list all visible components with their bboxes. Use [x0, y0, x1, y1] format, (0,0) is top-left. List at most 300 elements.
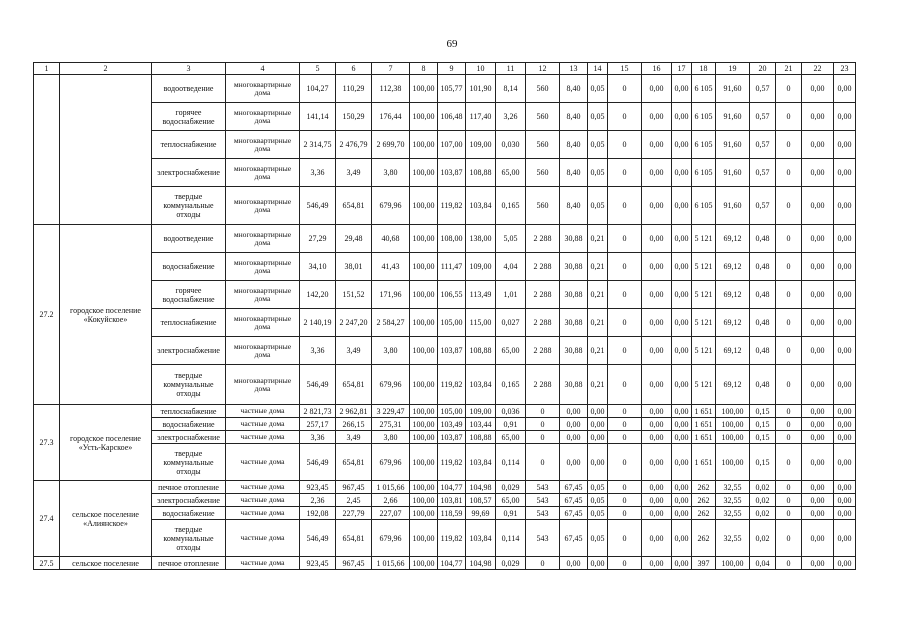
value-cell: 546,49 — [300, 444, 336, 481]
value-cell: 104,77 — [438, 481, 466, 494]
consumer-category-cell: частные дома — [226, 494, 300, 507]
value-cell: 0,00 — [588, 405, 608, 418]
value-cell: 0,05 — [588, 507, 608, 520]
value-cell: 0 — [526, 431, 560, 444]
value-cell: 104,77 — [438, 557, 466, 570]
value-cell: 104,27 — [300, 75, 336, 103]
value-cell: 0,00 — [642, 494, 672, 507]
value-cell: 2 288 — [526, 365, 560, 405]
value-cell: 543 — [526, 481, 560, 494]
value-cell: 0,00 — [560, 405, 588, 418]
consumer-category-cell: многоквартирные дома — [226, 337, 300, 365]
value-cell: 103,87 — [438, 159, 466, 187]
group-number-cell: 27.2 — [34, 225, 60, 405]
table-row — [34, 309, 856, 337]
value-cell: 142,20 — [300, 281, 336, 309]
value-cell: 1 015,66 — [372, 557, 410, 570]
column-number-header: 5 — [300, 63, 336, 75]
value-cell: 0,00 — [802, 494, 834, 507]
service-type-cell: горячее водоснабжение — [152, 281, 226, 309]
value-cell: 0 — [608, 75, 642, 103]
value-cell: 100,00 — [410, 225, 438, 253]
value-cell: 654,81 — [336, 365, 372, 405]
value-cell: 105,00 — [438, 405, 466, 418]
column-number-header: 4 — [226, 63, 300, 75]
table-row — [34, 405, 856, 418]
value-cell: 0,00 — [834, 481, 856, 494]
value-cell: 0,00 — [834, 187, 856, 225]
value-cell: 0,57 — [750, 159, 776, 187]
value-cell: 967,45 — [336, 481, 372, 494]
value-cell: 0,00 — [834, 431, 856, 444]
value-cell: 0 — [526, 405, 560, 418]
value-cell: 100,00 — [410, 337, 438, 365]
value-cell: 0,00 — [834, 557, 856, 570]
value-cell: 8,14 — [496, 75, 526, 103]
value-cell: 103,87 — [438, 431, 466, 444]
value-cell: 0,05 — [588, 520, 608, 557]
value-cell: 100,00 — [410, 131, 438, 159]
table-row — [34, 365, 856, 405]
value-cell: 5 121 — [692, 281, 716, 309]
value-cell: 2 476,79 — [336, 131, 372, 159]
value-cell: 100,00 — [410, 253, 438, 281]
value-cell: 0 — [776, 75, 802, 103]
value-cell: 108,88 — [466, 431, 496, 444]
value-cell: 6 105 — [692, 75, 716, 103]
value-cell: 2,36 — [300, 494, 336, 507]
value-cell: 0,00 — [834, 365, 856, 405]
value-cell: 101,90 — [466, 75, 496, 103]
column-number-header: 18 — [692, 63, 716, 75]
value-cell: 923,45 — [300, 557, 336, 570]
value-cell: 0,05 — [588, 131, 608, 159]
value-cell: 0,114 — [496, 444, 526, 481]
value-cell: 111,47 — [438, 253, 466, 281]
value-cell: 0 — [608, 431, 642, 444]
value-cell: 0,00 — [642, 444, 672, 481]
value-cell: 0,00 — [834, 520, 856, 557]
value-cell: 109,00 — [466, 131, 496, 159]
value-cell: 103,84 — [466, 365, 496, 405]
value-cell: 0 — [608, 405, 642, 418]
value-cell: 0,00 — [672, 481, 692, 494]
value-cell: 0,00 — [834, 309, 856, 337]
value-cell: 0,05 — [588, 103, 608, 131]
consumer-category-cell: частные дома — [226, 418, 300, 431]
value-cell: 0 — [776, 418, 802, 431]
value-cell: 0,15 — [750, 405, 776, 418]
value-cell: 100,00 — [410, 309, 438, 337]
value-cell: 0,00 — [802, 225, 834, 253]
value-cell: 0,00 — [802, 507, 834, 520]
value-cell: 106,55 — [438, 281, 466, 309]
value-cell: 0,00 — [672, 444, 692, 481]
value-cell: 100,00 — [410, 444, 438, 481]
value-cell: 0 — [608, 444, 642, 481]
value-cell: 0,00 — [802, 431, 834, 444]
value-cell: 0,05 — [588, 481, 608, 494]
value-cell: 1 651 — [692, 405, 716, 418]
column-number-header: 19 — [716, 63, 750, 75]
value-cell: 0 — [608, 309, 642, 337]
value-cell: 0,00 — [802, 520, 834, 557]
table-row — [34, 187, 856, 225]
value-cell: 275,31 — [372, 418, 410, 431]
consumer-category-cell: многоквартирные дома — [226, 225, 300, 253]
value-cell: 0,05 — [588, 494, 608, 507]
service-type-cell: водоснабжение — [152, 253, 226, 281]
value-cell: 2,45 — [336, 494, 372, 507]
service-type-cell: твердые коммунальные отходы — [152, 444, 226, 481]
value-cell: 0,00 — [642, 253, 672, 281]
value-cell: 100,00 — [716, 405, 750, 418]
value-cell: 2 247,20 — [336, 309, 372, 337]
value-cell: 560 — [526, 159, 560, 187]
value-cell: 679,96 — [372, 520, 410, 557]
value-cell: 0,00 — [672, 520, 692, 557]
value-cell: 0,00 — [642, 365, 672, 405]
value-cell: 67,45 — [560, 481, 588, 494]
value-cell: 0 — [608, 253, 642, 281]
value-cell: 0,00 — [642, 520, 672, 557]
value-cell: 5,05 — [496, 225, 526, 253]
value-cell: 6 105 — [692, 103, 716, 131]
value-cell: 119,82 — [438, 444, 466, 481]
column-number-row — [34, 63, 856, 75]
column-number-header: 11 — [496, 63, 526, 75]
value-cell: 0,00 — [672, 431, 692, 444]
service-type-cell: водоснабжение — [152, 507, 226, 520]
value-cell: 113,49 — [466, 281, 496, 309]
value-cell: 2 140,19 — [300, 309, 336, 337]
value-cell: 0 — [608, 225, 642, 253]
value-cell: 0,00 — [642, 131, 672, 159]
value-cell: 65,00 — [496, 159, 526, 187]
value-cell: 5 121 — [692, 337, 716, 365]
service-type-cell: твердые коммунальные отходы — [152, 520, 226, 557]
service-type-cell: теплоснабжение — [152, 131, 226, 159]
value-cell: 112,38 — [372, 75, 410, 103]
value-cell: 0,57 — [750, 187, 776, 225]
value-cell: 138,00 — [466, 225, 496, 253]
value-cell: 119,82 — [438, 187, 466, 225]
value-cell: 0,00 — [802, 444, 834, 481]
value-cell: 0 — [608, 131, 642, 159]
value-cell: 29,48 — [336, 225, 372, 253]
value-cell: 0,05 — [588, 187, 608, 225]
value-cell: 0 — [608, 557, 642, 570]
value-cell: 3,80 — [372, 159, 410, 187]
column-number-header: 6 — [336, 63, 372, 75]
table-row — [34, 444, 856, 481]
value-cell: 30,88 — [560, 309, 588, 337]
value-cell: 0,00 — [672, 131, 692, 159]
value-cell: 91,60 — [716, 187, 750, 225]
value-cell: 0 — [776, 337, 802, 365]
value-cell: 0,00 — [834, 75, 856, 103]
value-cell: 0 — [608, 187, 642, 225]
value-cell: 0,15 — [750, 431, 776, 444]
value-cell: 0,00 — [802, 337, 834, 365]
value-cell: 0,00 — [802, 405, 834, 418]
group-number-cell: 27.4 — [34, 481, 60, 557]
column-number-header: 8 — [410, 63, 438, 75]
value-cell: 32,55 — [716, 507, 750, 520]
value-cell: 0 — [776, 444, 802, 481]
value-cell: 0,165 — [496, 365, 526, 405]
value-cell: 1 651 — [692, 444, 716, 481]
value-cell: 0 — [776, 481, 802, 494]
service-type-cell: печное отопление — [152, 557, 226, 570]
value-cell: 0,00 — [642, 481, 672, 494]
value-cell: 2,66 — [372, 494, 410, 507]
value-cell: 262 — [692, 520, 716, 557]
value-cell: 560 — [526, 131, 560, 159]
value-cell: 67,45 — [560, 520, 588, 557]
table-row — [34, 253, 856, 281]
value-cell: 0,00 — [802, 365, 834, 405]
value-cell: 3,36 — [300, 337, 336, 365]
value-cell: 176,44 — [372, 103, 410, 131]
value-cell: 100,00 — [410, 418, 438, 431]
value-cell: 0,48 — [750, 281, 776, 309]
value-cell: 141,14 — [300, 103, 336, 131]
value-cell: 2 821,73 — [300, 405, 336, 418]
settlement-name-cell: сельское поселение — [60, 557, 152, 570]
value-cell: 0 — [608, 494, 642, 507]
value-cell: 171,96 — [372, 281, 410, 309]
value-cell: 0 — [608, 103, 642, 131]
value-cell: 0,00 — [802, 253, 834, 281]
column-number-header: 15 — [608, 63, 642, 75]
value-cell: 0,00 — [588, 444, 608, 481]
value-cell: 0,00 — [642, 281, 672, 309]
value-cell: 0,00 — [834, 507, 856, 520]
value-cell: 0 — [776, 159, 802, 187]
value-cell: 546,49 — [300, 187, 336, 225]
value-cell: 0,00 — [672, 418, 692, 431]
service-type-cell: теплоснабжение — [152, 405, 226, 418]
value-cell: 117,40 — [466, 103, 496, 131]
value-cell: 0,02 — [750, 481, 776, 494]
value-cell: 0,05 — [588, 159, 608, 187]
value-cell: 257,17 — [300, 418, 336, 431]
value-cell: 0,21 — [588, 281, 608, 309]
page-number: 69 — [446, 38, 458, 50]
value-cell: 150,29 — [336, 103, 372, 131]
value-cell: 0,00 — [672, 365, 692, 405]
table-row — [34, 337, 856, 365]
table-row — [34, 520, 856, 557]
value-cell: 0,00 — [834, 281, 856, 309]
group-number-cell — [34, 75, 60, 225]
value-cell: 6 105 — [692, 131, 716, 159]
value-cell: 0,00 — [642, 431, 672, 444]
value-cell: 0,00 — [560, 418, 588, 431]
value-cell: 0,00 — [642, 309, 672, 337]
value-cell: 0,00 — [560, 444, 588, 481]
value-cell: 0,00 — [642, 337, 672, 365]
value-cell: 0,00 — [802, 281, 834, 309]
value-cell: 0 — [776, 520, 802, 557]
value-cell: 0 — [776, 131, 802, 159]
value-cell: 0,036 — [496, 405, 526, 418]
consumer-category-cell: многоквартирные дома — [226, 281, 300, 309]
value-cell: 0,48 — [750, 253, 776, 281]
value-cell: 3,26 — [496, 103, 526, 131]
consumer-category-cell: многоквартирные дома — [226, 365, 300, 405]
value-cell: 119,82 — [438, 365, 466, 405]
value-cell: 262 — [692, 507, 716, 520]
value-cell: 679,96 — [372, 444, 410, 481]
value-cell: 0,02 — [750, 520, 776, 557]
value-cell: 262 — [692, 494, 716, 507]
value-cell: 108,00 — [438, 225, 466, 253]
consumer-category-cell: частные дома — [226, 405, 300, 418]
value-cell: 3,36 — [300, 159, 336, 187]
value-cell: 151,52 — [336, 281, 372, 309]
value-cell: 0,00 — [672, 75, 692, 103]
service-type-cell: электроснабжение — [152, 159, 226, 187]
value-cell: 1 015,66 — [372, 481, 410, 494]
value-cell: 0,48 — [750, 337, 776, 365]
value-cell: 100,00 — [410, 187, 438, 225]
value-cell: 103,81 — [438, 494, 466, 507]
value-cell: 2 962,81 — [336, 405, 372, 418]
consumer-category-cell: многоквартирные дома — [226, 159, 300, 187]
service-type-cell: водоотведение — [152, 75, 226, 103]
table-row — [34, 103, 856, 131]
value-cell: 5 121 — [692, 309, 716, 337]
value-cell: 0,00 — [802, 418, 834, 431]
value-cell: 0,21 — [588, 337, 608, 365]
value-cell: 100,00 — [410, 365, 438, 405]
value-cell: 6 105 — [692, 159, 716, 187]
settlement-name-cell: городское поселение «Кокуйское» — [60, 225, 152, 405]
service-type-cell: горячее водоснабжение — [152, 103, 226, 131]
value-cell: 69,12 — [716, 337, 750, 365]
value-cell: 0 — [776, 281, 802, 309]
value-cell: 8,40 — [560, 103, 588, 131]
service-type-cell: электроснабжение — [152, 337, 226, 365]
value-cell: 100,00 — [716, 557, 750, 570]
value-cell: 69,12 — [716, 253, 750, 281]
value-cell: 0,57 — [750, 75, 776, 103]
service-type-cell: теплоснабжение — [152, 309, 226, 337]
value-cell: 0,91 — [496, 418, 526, 431]
value-cell: 0 — [608, 418, 642, 431]
value-cell: 679,96 — [372, 365, 410, 405]
value-cell: 65,00 — [496, 431, 526, 444]
value-cell: 3,49 — [336, 159, 372, 187]
table-row — [34, 225, 856, 253]
value-cell: 0,029 — [496, 481, 526, 494]
value-cell: 100,00 — [410, 431, 438, 444]
value-cell: 0 — [608, 365, 642, 405]
consumer-category-cell: частные дома — [226, 557, 300, 570]
value-cell: 32,55 — [716, 520, 750, 557]
value-cell: 99,69 — [466, 507, 496, 520]
value-cell: 0 — [526, 557, 560, 570]
value-cell: 0 — [776, 253, 802, 281]
value-cell: 560 — [526, 103, 560, 131]
value-cell: 1 651 — [692, 418, 716, 431]
table-row — [34, 494, 856, 507]
value-cell: 109,00 — [466, 253, 496, 281]
value-cell: 5 121 — [692, 253, 716, 281]
value-cell: 0 — [776, 103, 802, 131]
service-type-cell: водоотведение — [152, 225, 226, 253]
value-cell: 0,15 — [750, 444, 776, 481]
value-cell: 69,12 — [716, 225, 750, 253]
consumer-category-cell: многоквартирные дома — [226, 131, 300, 159]
value-cell: 0,00 — [588, 557, 608, 570]
table-row — [34, 557, 856, 570]
value-cell: 227,79 — [336, 507, 372, 520]
value-cell: 2 288 — [526, 309, 560, 337]
settlement-name-cell: городское поселение «Усть-Карское» — [60, 405, 152, 481]
column-number-header: 16 — [642, 63, 672, 75]
value-cell: 0,00 — [834, 225, 856, 253]
value-cell: 109,00 — [466, 405, 496, 418]
value-cell: 8,40 — [560, 75, 588, 103]
table-row — [34, 281, 856, 309]
value-cell: 397 — [692, 557, 716, 570]
value-cell: 0,00 — [802, 131, 834, 159]
value-cell: 0,00 — [642, 405, 672, 418]
value-cell: 546,49 — [300, 520, 336, 557]
value-cell: 0,00 — [642, 103, 672, 131]
table-row — [34, 431, 856, 444]
value-cell: 0 — [776, 225, 802, 253]
value-cell: 543 — [526, 507, 560, 520]
value-cell: 100,00 — [716, 431, 750, 444]
value-cell: 0 — [526, 444, 560, 481]
column-number-header: 2 — [60, 63, 152, 75]
value-cell: 100,00 — [410, 75, 438, 103]
value-cell: 262 — [692, 481, 716, 494]
value-cell: 100,00 — [716, 418, 750, 431]
value-cell: 0,00 — [672, 253, 692, 281]
value-cell: 34,10 — [300, 253, 336, 281]
value-cell: 91,60 — [716, 159, 750, 187]
value-cell: 0,00 — [672, 507, 692, 520]
value-cell: 5 121 — [692, 365, 716, 405]
value-cell: 67,45 — [560, 507, 588, 520]
value-cell: 103,84 — [466, 444, 496, 481]
column-number-header: 20 — [750, 63, 776, 75]
value-cell: 0,00 — [672, 557, 692, 570]
value-cell: 8,40 — [560, 131, 588, 159]
value-cell: 0,00 — [672, 159, 692, 187]
value-cell: 0,00 — [672, 103, 692, 131]
value-cell: 2 314,75 — [300, 131, 336, 159]
column-number-header: 7 — [372, 63, 410, 75]
value-cell: 0,00 — [802, 309, 834, 337]
value-cell: 105,00 — [438, 309, 466, 337]
value-cell: 69,12 — [716, 281, 750, 309]
value-cell: 0 — [608, 281, 642, 309]
table-row — [34, 507, 856, 520]
consumer-category-cell: частные дома — [226, 520, 300, 557]
table-row — [34, 131, 856, 159]
value-cell: 100,00 — [410, 481, 438, 494]
value-cell: 41,43 — [372, 253, 410, 281]
consumer-category-cell: частные дома — [226, 431, 300, 444]
value-cell: 0 — [776, 309, 802, 337]
value-cell: 8,40 — [560, 159, 588, 187]
